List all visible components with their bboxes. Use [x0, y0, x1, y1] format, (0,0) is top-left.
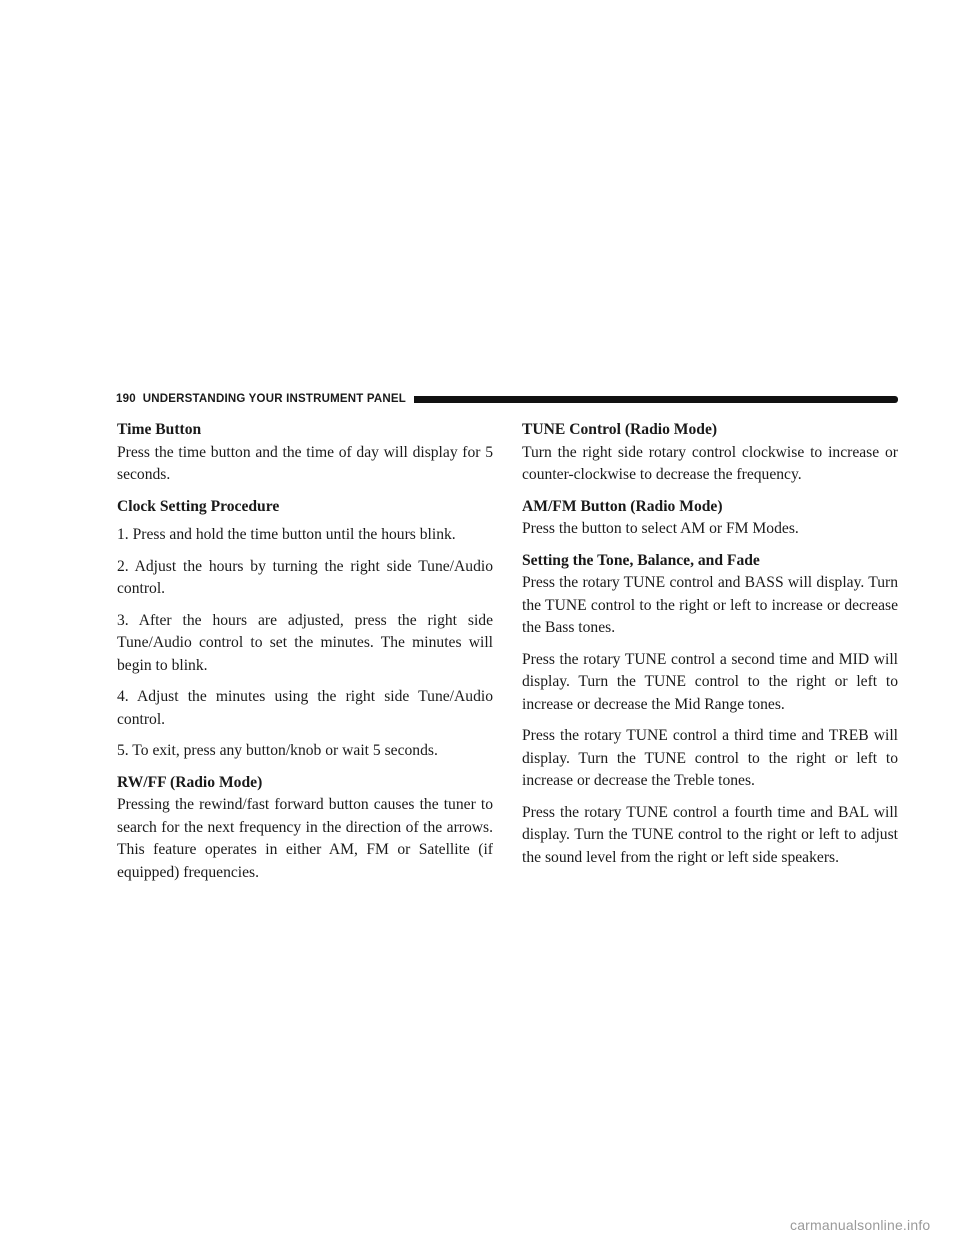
watermark: carmanualsonline.info [790, 1217, 931, 1233]
time-button-heading: Time Button [117, 421, 202, 438]
am-fm-text: Press the button to select AM or FM Modes. [522, 520, 799, 537]
page-header [116, 391, 898, 407]
header-rule [414, 396, 898, 403]
page-number: 190 [116, 393, 136, 405]
rw-ff-heading: RW/FF (Radio Mode) [117, 773, 263, 791]
time-button-section [117, 419, 493, 487]
am-fm-heading: AM/FM Button (Radio Mode) [522, 497, 723, 515]
tune-control-text: Turn the right side rotary control clockwise to increase or counter-clockwise to decrease the frequency. [522, 443, 898, 483]
tune-control-section [522, 419, 898, 487]
time-button-text: Press the time button and the time of day will display for 5 seconds. [117, 443, 493, 483]
clock-setting-heading: Clock Setting Procedure [117, 497, 280, 515]
rw-ff-section [117, 772, 493, 885]
tune-control-heading: TUNE Control (Radio Mode) [522, 421, 718, 438]
clock-step-1: 1. Press and hold the time button until the hours blink. [117, 526, 456, 543]
tone-mid-text: Press the rotary TUNE control a second time and MID will display. Turn the TUNE control to the right or left to increase or decrease the Mid Range tones. [522, 650, 898, 713]
tone-heading: Setting the Tone, Balance, and Fade [522, 551, 760, 569]
rw-ff-text: Pressing the rewind/fast forward button causes the tuner to search for the next frequency in the direction of the arrows. This feature operates in either AM, FM or Satellite (if equipped) frequencies. [117, 796, 493, 881]
clock-step-5: 5. To exit, press any button/knob or wait 5 seconds. [117, 742, 438, 759]
clock-step-4: 4. Adjust the minutes using the right side Tune/Audio control. [117, 688, 493, 728]
clock-step-2: 2. Adjust the hours by turning the right side Tune/Audio control. [117, 557, 493, 597]
tone-bass-text: Press the rotary TUNE control and BASS will display. Turn the TUNE control to the right or left to increase or decrease the Bass tones. [522, 574, 898, 636]
right-column [522, 419, 898, 878]
tone-treble-text: Press the rotary TUNE control a third time and TREB will display. Turn the TUNE control to the right or left to increase or decrease the Treble tones. [522, 727, 898, 789]
section-title: UNDERSTANDING YOUR INSTRUMENT PANEL [142, 393, 406, 405]
clock-step-3: 3. After the hours are adjusted, press the right side Tune/Audio control to set the minutes. The minutes will begin to blink. [117, 611, 493, 674]
tone-balance-text: Press the rotary TUNE control a fourth time and BAL will display. Turn the TUNE control to the right or left to adjust the sound level from the right or left side speakers. [522, 803, 898, 866]
left-column [117, 419, 493, 893]
clock-setting-section [117, 496, 493, 763]
tone-section [522, 550, 898, 870]
am-fm-section [522, 496, 898, 541]
